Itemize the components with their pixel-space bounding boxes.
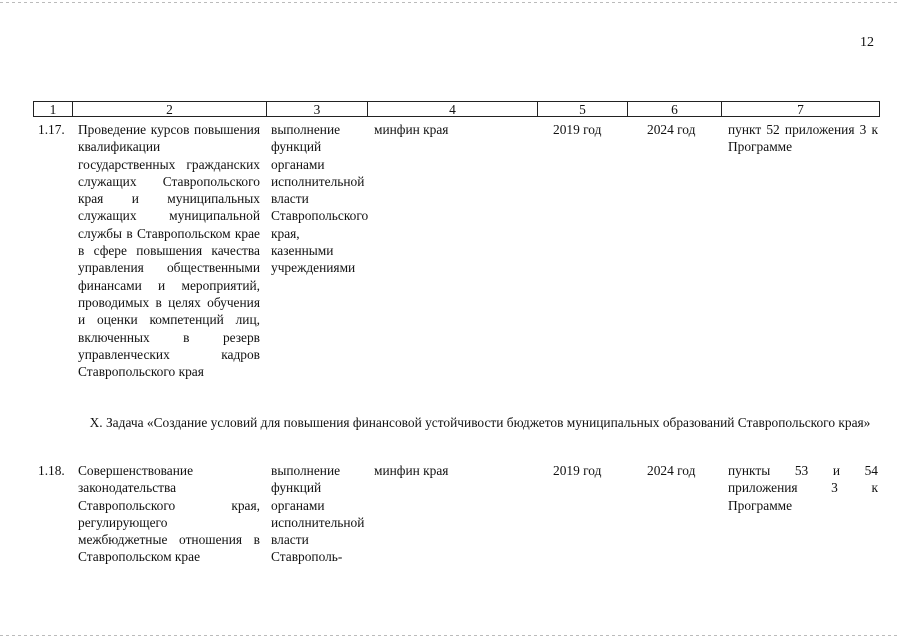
result-text: выполнение функций органами исполнительной власти Ставропольского края, казенными учреждениями xyxy=(271,122,369,276)
header-col-6: 6 xyxy=(627,101,721,117)
header-col-2: 2 xyxy=(72,101,266,117)
row-number: 1.18. xyxy=(38,463,65,478)
activity-text: Проведение курсов повышения квалификации государственных гражданских служащих Ставропольского края и муниципальных служащих муниципальной службы в Ставропольском крае в сфере повышения качества управления общественными финансами и мероприятий, проводимых в целях обучения и оценки компетенций лиц, включенных в резерв управленческих кадров Ставропольского края xyxy=(78,122,260,380)
header-col-5: 5 xyxy=(537,101,627,117)
row-number: 1.17. xyxy=(38,122,65,137)
end-year: 2024 год xyxy=(647,463,696,478)
executor-text: минфин края xyxy=(374,463,449,478)
end-year: 2024 год xyxy=(647,122,696,137)
scan-edge-top xyxy=(0,2,899,3)
activity-text: Совершенствование законодательства Ставропольского края, регулирующего межбюджетные отношения в Ставропольском крае xyxy=(78,463,260,565)
result-text: выполнение функций органами исполнительной власти Ставрополь- xyxy=(271,463,365,565)
program-link: пункты 53 и 54 приложения 3 к Программе xyxy=(728,463,878,513)
start-year: 2019 год xyxy=(553,122,602,137)
header-col-3: 3 xyxy=(266,101,367,117)
header-col-1: 1 xyxy=(33,101,72,117)
header-col-4: 4 xyxy=(367,101,537,117)
task-heading: X. Задача «Создание условий для повышения финансовой устойчивости бюджетов муниципальных образований Ставропольского края» xyxy=(89,415,871,430)
start-year: 2019 год xyxy=(553,463,602,478)
executor-text: минфин края xyxy=(374,122,449,137)
header-col-7: 7 xyxy=(721,101,880,117)
scan-edge-bottom xyxy=(0,635,899,636)
program-link: пункт 52 приложения 3 к Программе xyxy=(728,122,878,155)
page-number: 12 xyxy=(860,35,874,50)
